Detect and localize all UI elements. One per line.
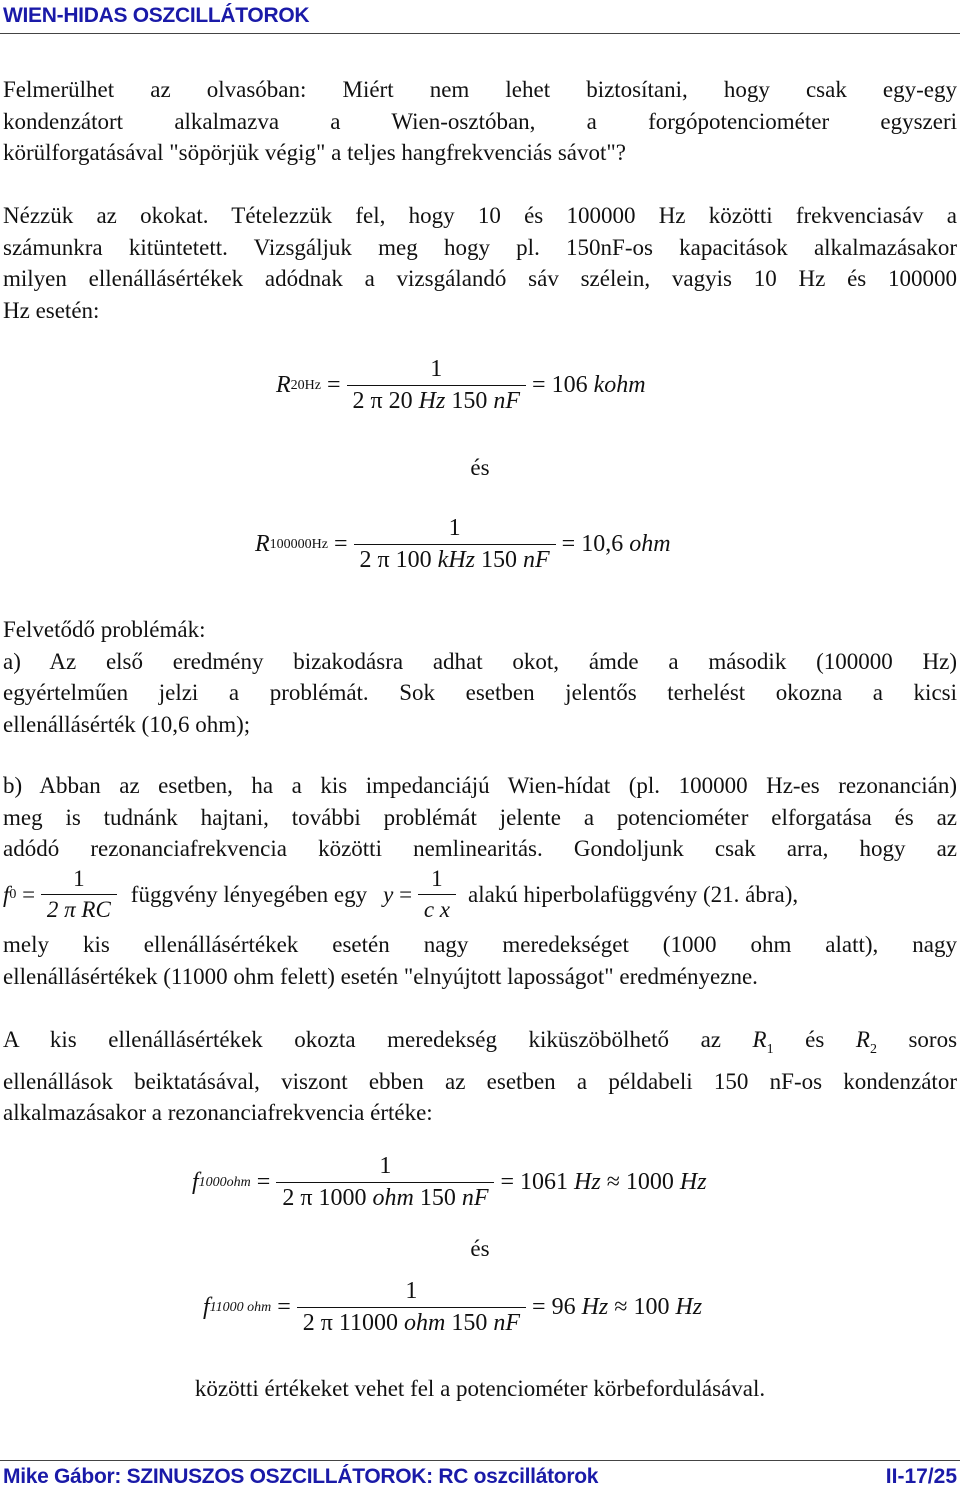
y-numerator: 1 (431, 866, 443, 891)
equation-f1000ohm (192, 1153, 707, 1212)
eq-denominator: 2 π 100 kHz 150 nF (354, 544, 556, 574)
eq-fraction (276, 1153, 494, 1212)
text-line: körülforgatásával "söpörjük végig" a teljes hangfrekvenciás sávot"? (3, 140, 626, 165)
page-number: II-17/25 (885, 1465, 957, 1488)
eq-lhs-subscript: 11000 ohm (209, 1299, 272, 1315)
eq-fraction (347, 356, 526, 415)
footer-title: Mike Gábor: SZINUSZOS OSZCILLÁTOROK: RC oszcillátorok (3, 1465, 599, 1488)
eq-lhs: R (276, 372, 291, 398)
eq-equals: = (271, 1294, 297, 1320)
eq-numerator: 1 (448, 515, 461, 541)
text-fragment: függvény lényegében egy (130, 881, 368, 907)
eq-result: 96 Hz (551, 1294, 609, 1320)
eq-equals: = (328, 531, 354, 557)
eq-equals: = (393, 881, 418, 907)
eq-numerator: 1 (379, 1153, 392, 1179)
eq-result: 10,6 ohm (581, 531, 671, 557)
conjunction-and: és (470, 455, 490, 480)
eq-equals: = (250, 1169, 277, 1195)
text-line: a) Az első eredmény bizakodásra adhat okot, ámde a második (100000 Hz) (3, 648, 957, 674)
text-line: meg is tudnánk hajtani, további problémát jelente a potenciométer elforgatása és az (3, 804, 957, 830)
text-line: alkalmazásakor a rezonanciafrekvencia értéke: (3, 1100, 433, 1125)
problems-section (3, 614, 957, 740)
paragraph-intro (3, 74, 957, 169)
approx-sign: ≈ (600, 1169, 626, 1195)
equation-r20hz (276, 356, 646, 415)
text-line: A kis ellenállásértékek okozta meredekség kiküszöbölhető az $R_1$ és $R_2$ soros (3, 1027, 958, 1057)
eq-result: 106 kohm (551, 372, 646, 398)
eq-numerator: 1 (430, 356, 443, 382)
eq-equals: = (494, 1169, 521, 1195)
eq-equals: = (555, 531, 582, 557)
text-line: ellenállások beiktatásával, viszont ebben az esetben a példabeli 150 nF-os kondenzátor (3, 1068, 957, 1094)
eq-fraction (297, 1278, 526, 1337)
text-line: Hz esetén: (3, 297, 100, 323)
approx-sign: ≈ (608, 1294, 634, 1320)
paragraph-series-resistors (3, 1024, 957, 1129)
eq-denominator: 2 π 1000 ohm 150 nF (276, 1182, 494, 1212)
text-line: ellenállásérték (10,6 ohm); (3, 711, 251, 737)
eq-approx-value: 100 Hz (633, 1294, 703, 1320)
eq-equals: = (526, 372, 552, 398)
eq-lhs-subscript: 20Hz (290, 377, 321, 393)
eq-lhs-subscript: 100000Hz (269, 536, 328, 552)
text-line: milyen ellenállásértékek adódnak a vizsgálandó sáv szélein, vagyis 10 Hz és 100000 (3, 266, 957, 291)
text-line: kondenzátort alkalmazva a Wien-osztóban, a forgópotenciométer egyszeri (3, 108, 957, 134)
conjunction-and: és (470, 1236, 490, 1261)
eq-equals: = (16, 881, 41, 907)
eq-fraction (354, 515, 556, 574)
y-fraction (418, 866, 456, 923)
footer-rule (0, 1460, 960, 1461)
text-line: adódó rezonanciafrekvencia közötti nemlinearitás. Gondoljunk csak arra, hogy az (3, 836, 957, 861)
eq-denominator: 2 π 20 Hz 150 nF (347, 385, 526, 415)
eq-lhs: f (203, 1294, 210, 1320)
y-lhs: y (383, 881, 394, 907)
problems-title: Felvetődő problémák: (3, 617, 206, 642)
eq-denominator: 2 π 11000 ohm 150 nF (297, 1307, 526, 1337)
text-line: egyértelműen jelzi a problémát. Sok esetben jelentős terhelést okozna a kicsi (3, 680, 957, 705)
eq-equals: = (321, 372, 347, 398)
f0-numerator: 1 (73, 866, 85, 891)
f0-fraction (41, 866, 117, 923)
text-line: Felmerülhet az olvasóban: Miért nem lehet biztosítani, hogy csak egy-egy (3, 77, 957, 102)
eq-lhs: R (255, 531, 270, 557)
document-header: WIEN-HIDAS OSZCILLÁTOROK (3, 4, 310, 27)
text-line: b) Abban az esetben, ha a kis impedanciájú Wien-hídat (pl. 100000 Hz-es rezonancián) (3, 773, 957, 798)
eq-numerator: 1 (405, 1278, 418, 1304)
eq-approx-value: 1000 Hz (625, 1169, 707, 1195)
problems-b-end (3, 929, 957, 992)
eq-lhs: f (192, 1169, 199, 1195)
header-rule (0, 33, 960, 34)
f0-subscript: 0 (9, 886, 17, 902)
eq-lhs-subscript: 1000ohm (198, 1174, 251, 1190)
equation-r100000hz (255, 515, 671, 574)
text-line: számunkra kitüntetett. Vizsgáljuk meg hogy pl. 150nF-os kapacitások alkalmazásakor (3, 234, 957, 260)
y-denominator: c x (418, 894, 456, 923)
equation-f11000ohm (203, 1278, 702, 1337)
eq-result: 1061 Hz (520, 1169, 601, 1195)
text-line: mely kis ellenállásértékek esetén nagy meredekséget (1000 ohm alatt), nagy (3, 932, 957, 957)
paragraph-reasons (3, 200, 957, 326)
f0-denominator: 2 π RC (41, 894, 117, 923)
f0-lhs: f (3, 881, 10, 907)
text-line: ellenállásértékek (11000 ohm felett) esetén "elnyújtott laposságot" eredményezne. (3, 963, 758, 989)
eq-equals: = (526, 1294, 552, 1320)
text-fragment: alakú hiperbolafüggvény (21. ábra), (467, 881, 799, 907)
problems-b (3, 770, 957, 865)
closing-sentence: közötti értékeket vehet fel a potenciométer körbefordulásával. (194, 1376, 766, 1401)
text-line: Nézzük az okokat. Tételezzük fel, hogy 10 és 100000 Hz közötti frekvenciasáv a (3, 203, 957, 228)
inline-formula-line (3, 866, 798, 923)
